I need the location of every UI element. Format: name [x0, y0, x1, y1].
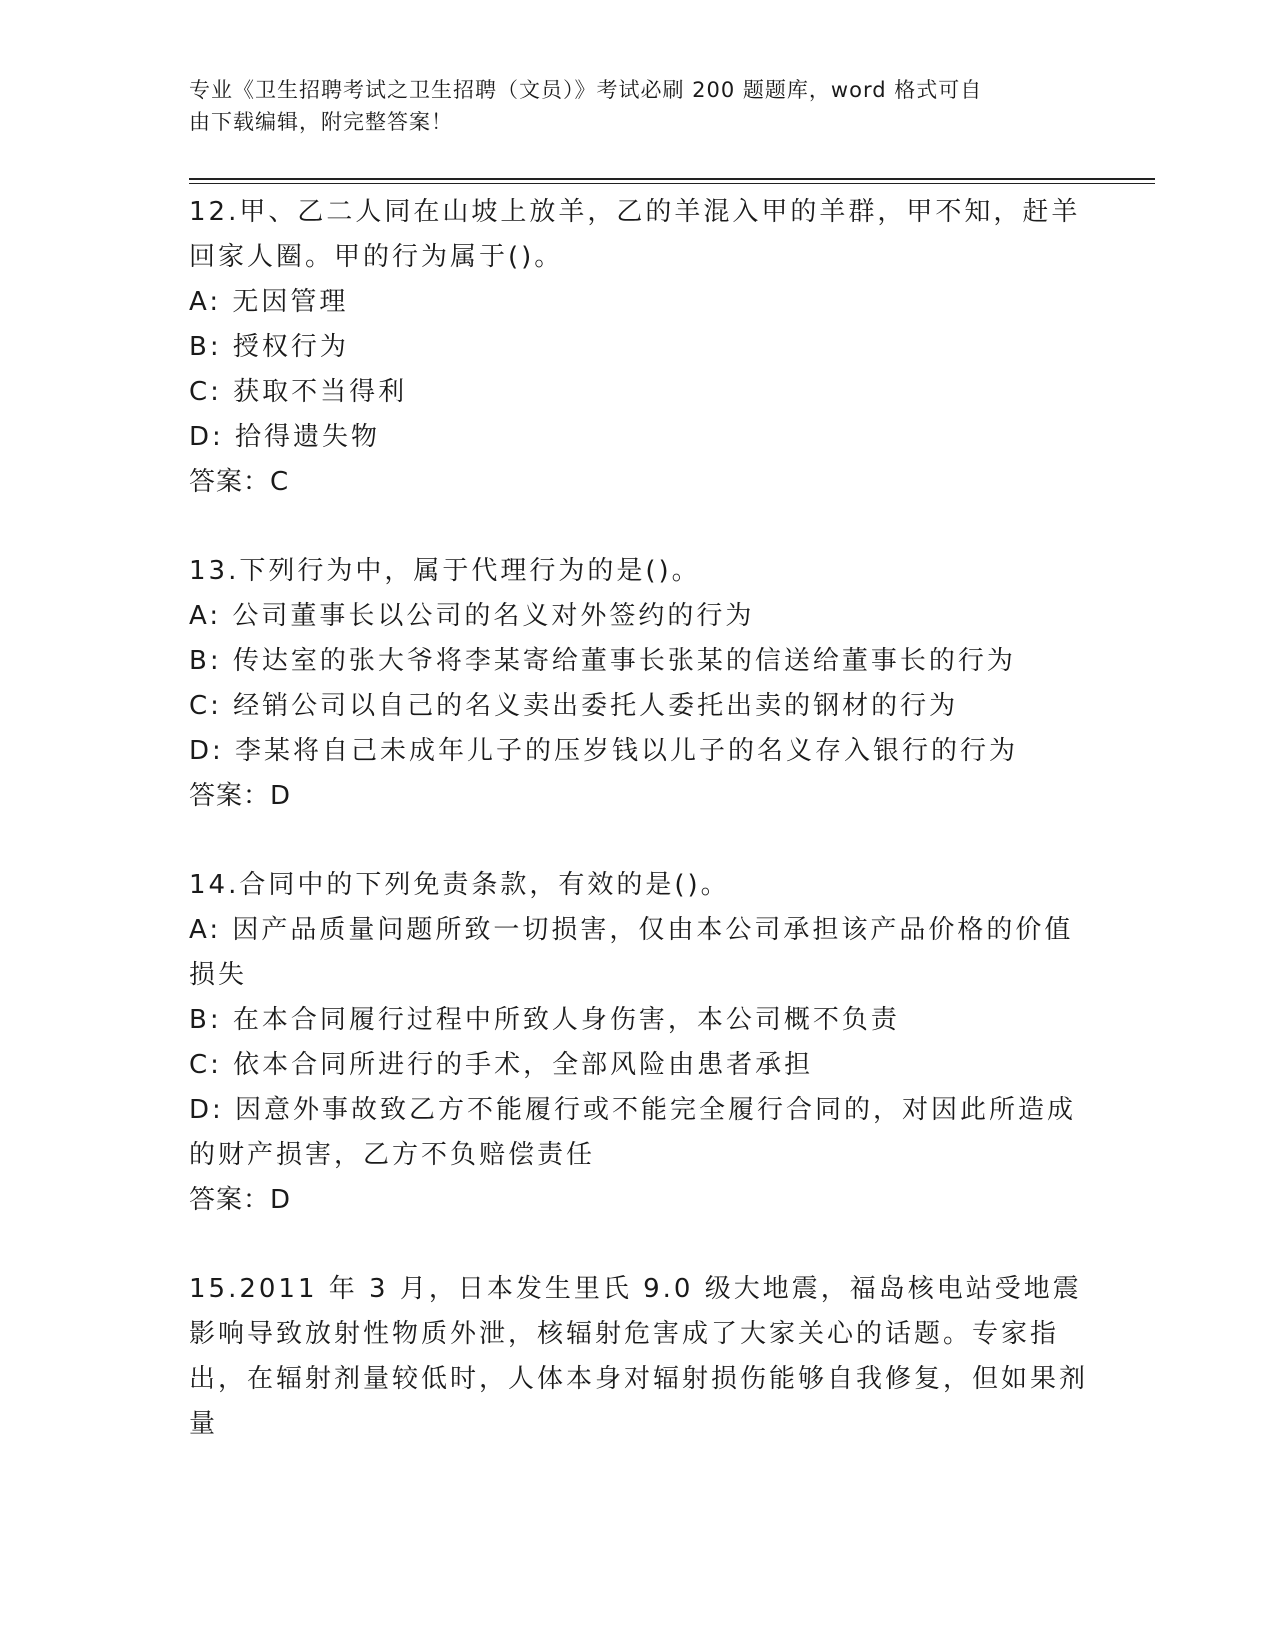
- answer: 答案：C: [189, 467, 290, 497]
- header-line-2: 由下载编辑，附完整答案！: [189, 110, 453, 134]
- question-text: 13.下列行为中，属于代理行为的是()。: [189, 556, 701, 586]
- answer: 答案：D: [189, 781, 292, 811]
- option-b: B: 在本合同履行过程中所致人身伤害，本公司概不负责: [189, 1005, 900, 1035]
- question-13: [189, 549, 1089, 819]
- document-header: [189, 74, 1069, 138]
- option-a: A: 公司董事长以公司的名义对外签约的行为: [189, 601, 755, 631]
- question-text: 12.甲、乙二人同在山坡上放羊，乙的羊混入甲的羊群，甲不知，赶羊回家人圈。甲的行为属于()。: [189, 197, 1081, 272]
- question-15: [189, 1267, 1089, 1447]
- question-14: [189, 863, 1089, 1223]
- option-b: B: 授权行为: [189, 332, 349, 362]
- option-a: A: 无因管理: [189, 287, 349, 317]
- question-12: [189, 190, 1089, 505]
- option-c: C: 经销公司以自己的名义卖出委托人委托出卖的钢材的行为: [189, 691, 959, 721]
- answer: 答案：D: [189, 1185, 292, 1215]
- option-d: D: 因意外事故致乙方不能履行或不能完全履行合同的，对因此所造成的财产损害，乙方不负赔偿责任: [189, 1095, 1077, 1170]
- option-b: B: 传达室的张大爷将李某寄给董事长张某的信送给董事长的行为: [189, 646, 1016, 676]
- option-a: A: 因产品质量问题所致一切损害，仅由本公司承担该产品价格的价值损失: [189, 915, 1074, 990]
- question-text: 15.2011 年 3 月，日本发生里氏 9.0 级大地震，福岛核电站受地震影响导致放射性物质外泄，核辐射危害成了大家关心的话题。专家指出，在辐射剂量较低时，人体本身对辐射损伤能够自我修复，但如果剂量: [189, 1274, 1089, 1439]
- question-list: [189, 190, 1089, 1491]
- option-d: D: 李某将自己未成年儿子的压岁钱以儿子的名义存入银行的行为: [189, 736, 1019, 766]
- header-divider-thin: [189, 183, 1155, 184]
- header-divider-thick: [189, 178, 1155, 180]
- option-d: D: 拾得遗失物: [189, 422, 381, 452]
- option-c: C: 依本合同所进行的手术，全部风险由患者承担: [189, 1050, 814, 1080]
- option-c: C: 获取不当得利: [189, 377, 408, 407]
- question-text: 14.合同中的下列免责条款，有效的是()。: [189, 870, 730, 900]
- header-line-1: 专业《卫生招聘考试之卫生招聘（文员）》考试必刷 200 题题库，word 格式可自: [189, 78, 983, 102]
